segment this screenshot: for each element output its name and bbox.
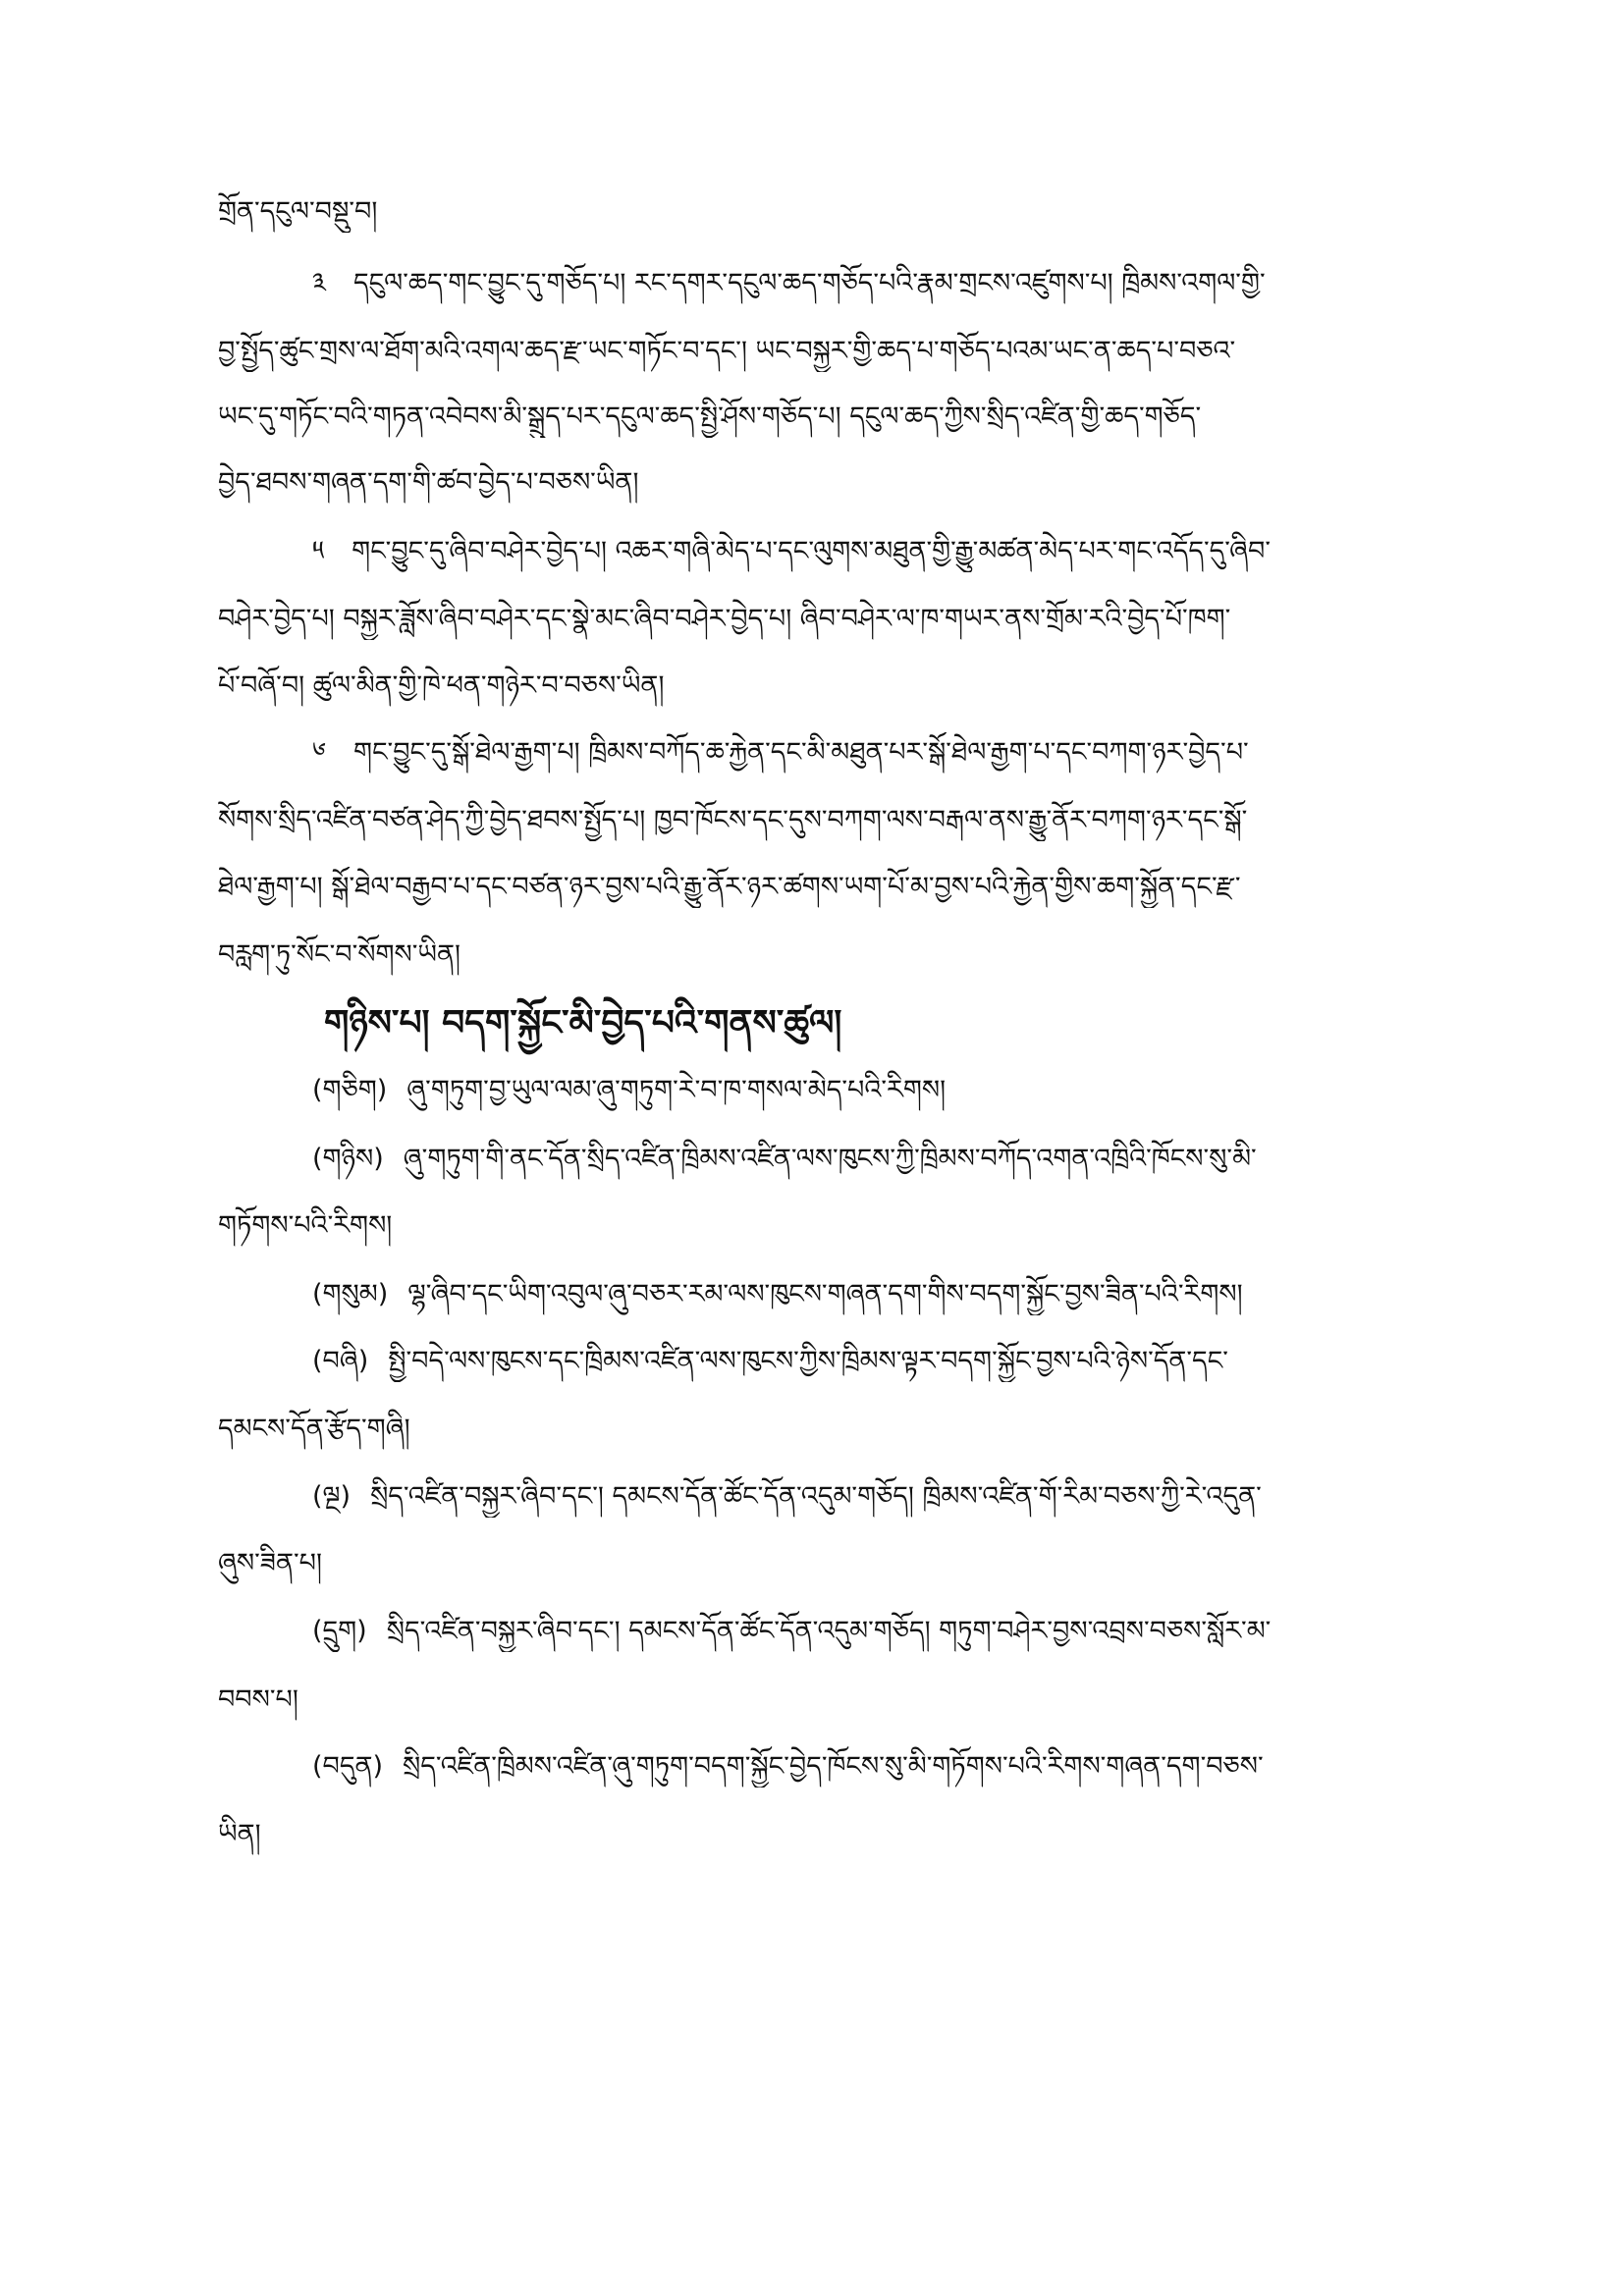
list-item-label: (གསུམ): [312, 1279, 389, 1309]
paragraph-line: བཤེར་བྱེད་པ། བསྐྱར་ཟློས་ཞིབ་བཤེར་དང་སྣེ་མང་ཞིབ་བཤེར་བྱེད་པ། ཞིབ་བཤེར་ལ་ཁ་གཡར་ནས་གྲོམ་རའི་བྱེད་པོ་ཁག་: [218, 604, 1231, 634]
section-heading: གཉིས་པ། བདག་སྐྱོང་མི་བྱེད་པའི་གནས་ཚུལ།: [324, 1003, 842, 1043]
list-item: [312, 1274, 1406, 1315]
paragraph-line: སོགས་སྲིད་འཛིན་བཙན་ཤེད་ཀྱི་བྱེད་ཐབས་སྤྱོད་པ། ཁྱབ་ཁོངས་དང་དུས་བཀག་ལས་བརྒལ་ནས་རྒྱུ་ནོར་བཀག་ཉར་དང་སྒོ་: [218, 805, 1248, 835]
list-item-text: སྲིད་འཛིན་བསྐྱར་ཞིབ་དང་། དམངས་དོན་ཚོང་དོན་འདུམ་གཅོད། གཏུག་བཤེར་བྱས་འབྲས་བཅས་སློར་མ་: [386, 1616, 1272, 1646]
list-item-continuation: ཞུས་ཟིན་པ།: [218, 1548, 322, 1578]
list-item-continuation: ཡིན།: [218, 1819, 261, 1849]
item-number: ༥: [312, 536, 325, 566]
list-item-text: ཞུ་གཏུག་གི་ནང་དོན་སྲིད་འཛིན་ཁྲིམས་འཛིན་ལས་ཁུངས་ཀྱི་ཁྲིམས་བཀོད་འགན་འཁྲིའི་ཁོངས་སུ་མི་: [403, 1144, 1257, 1174]
list-item: [312, 1139, 1406, 1180]
paragraph-line: བརླག་ཏུ་སོང་བ་སོགས་ཡིན།: [218, 939, 460, 970]
paragraph-line: [312, 531, 1406, 572]
list-item: [312, 1070, 1406, 1111]
list-item-label: (གཅིག): [312, 1075, 388, 1105]
list-item: [312, 1746, 1406, 1788]
list-item: [312, 1341, 1406, 1382]
paragraph-line: པོ་བཞོ་བ། ཚུལ་མིན་གྱི་ཁེ་ཕན་གཉེར་བ་བཅས་ཡིན།: [218, 670, 665, 701]
paragraph-text: དངུལ་ཆད་གང་བྱུང་དུ་གཅོད་པ། རང་དགར་དངུལ་ཆད་གཅོད་པའི་རྣམ་གྲངས་འཛུགས་པ། ཁྲིམས་འགལ་གྱི་: [352, 268, 1266, 298]
paragraph-line: བྱེད་ཐབས་གཞན་དག་གི་ཚབ་བྱེད་པ་བཅས་ཡིན།: [218, 467, 639, 498]
paragraph-text: གང་བྱུང་དུ་སྒོ་ཐེལ་རྒྱག་པ། ཁྲིམས་བཀོད་ཆ་རྐྱེན་དང་མི་མཐུན་པར་སྒོ་ཐེལ་རྒྱག་པ་དང་བཀག་ཉར་བྱེད་པ་: [352, 737, 1249, 768]
list-item: [312, 1476, 1406, 1518]
paragraph-text: གང་བྱུང་དུ་ཞིབ་བཤེར་བྱེད་པ། འཆར་གཞི་མེད་པ་དང་ལུགས་མཐུན་གྱི་རྒྱུ་མཚན་མེད་པར་གང་འདོད་དུ་ཞིབ་: [352, 536, 1272, 566]
list-item-text: སྲིད་འཛིན་ཁྲིམས་འཛིན་ཞུ་གཏུག་བདག་སྐྱོང་བྱེད་ཁོངས་སུ་མི་གཏོགས་པའི་རིགས་གཞན་དག་བཅས་: [403, 1751, 1264, 1782]
paragraph-line: ཡང་དུ་གཏོང་བའི་གཏན་འབེབས་མི་སྒྲུད་པར་དངུལ་ཆད་སྤྱི་ཤོས་གཅོད་པ། དངུལ་ཆད་ཀྱིས་སྲིད་འཛིན་གྱི་ཆད་གཅོད་: [218, 401, 1202, 432]
list-item-label: (གཉིས): [312, 1144, 384, 1174]
paragraph-line: [312, 263, 1406, 304]
list-item-label: (དྲུག): [312, 1616, 367, 1646]
list-item-label: (བདུན): [312, 1751, 384, 1782]
paragraph-line: གྲོན་དངུལ་བསྡུ་བ།: [218, 196, 378, 227]
list-item-text: སྤྱི་བདེ་ལས་ཁུངས་དང་ཁྲིམས་འཛིན་ལས་ཁུངས་ཀྱིས་ཁྲིམས་ལྟར་བདག་སྐྱོང་བྱས་པའི་ཉེས་དོན་དང་: [388, 1346, 1228, 1376]
list-item-label: (ལྔ): [312, 1481, 352, 1512]
paragraph-line: བྱ་སྤྱོད་ཚུང་གྲས་ལ་ཐོག་མའི་འགལ་ཆད་རྫ་ཡང་གཏོང་བ་དང་། ཡང་བསྐྱར་གྱི་ཆད་པ་གཅོད་པའམ་ཡང་ན་ཆད་པ་བཅའ་: [218, 336, 1236, 366]
item-number: ༦: [312, 737, 326, 768]
list-item-text: ཞུ་གཏུག་བྱ་ཡུལ་ལམ་ཞུ་གཏུག་རེ་བ་ཁ་གསལ་མེད་པའི་རིགས།: [406, 1075, 947, 1105]
list-item-text: ལྷ་ཞིབ་དང་ཡིག་འབུལ་ཞུ་བཅར་རམ་ལས་ཁུངས་གཞན་དག་གིས་བདག་སྐྱོང་བྱས་ཟིན་པའི་རིགས།: [407, 1279, 1243, 1309]
list-item-continuation: གཏོགས་པའི་རིགས།: [218, 1210, 393, 1241]
item-number: ༣: [312, 268, 326, 298]
list-item-label: (བཞི): [312, 1346, 369, 1376]
paragraph-line: [312, 732, 1406, 774]
list-item-continuation: དམངས་དོན་རྩོད་གཞི།: [218, 1414, 410, 1444]
list-item-text: སྲིད་འཛིན་བསྐྱར་ཞིབ་དང་། དམངས་དོན་ཚོང་དོན་འདུམ་གཅོད། ཁྲིམས་འཛིན་གོ་རིམ་བཅས་ཀྱི་རེ་འདུན་: [370, 1481, 1262, 1512]
list-item: [312, 1611, 1406, 1652]
paragraph-line: ཐེལ་རྒྱག་པ། སྒོ་ཐེལ་བརྒྱབ་པ་དང་བཙན་ཉར་བྱས་པའི་རྒྱུ་ནོར་ཉར་ཚགས་ཡག་པོ་མ་བྱས་པའི་རྐྱེན་གྱིས་ཆག་སྐྱོན་དང་རྫ་: [218, 872, 1241, 902]
list-item-continuation: བབས་པ།: [218, 1684, 298, 1715]
